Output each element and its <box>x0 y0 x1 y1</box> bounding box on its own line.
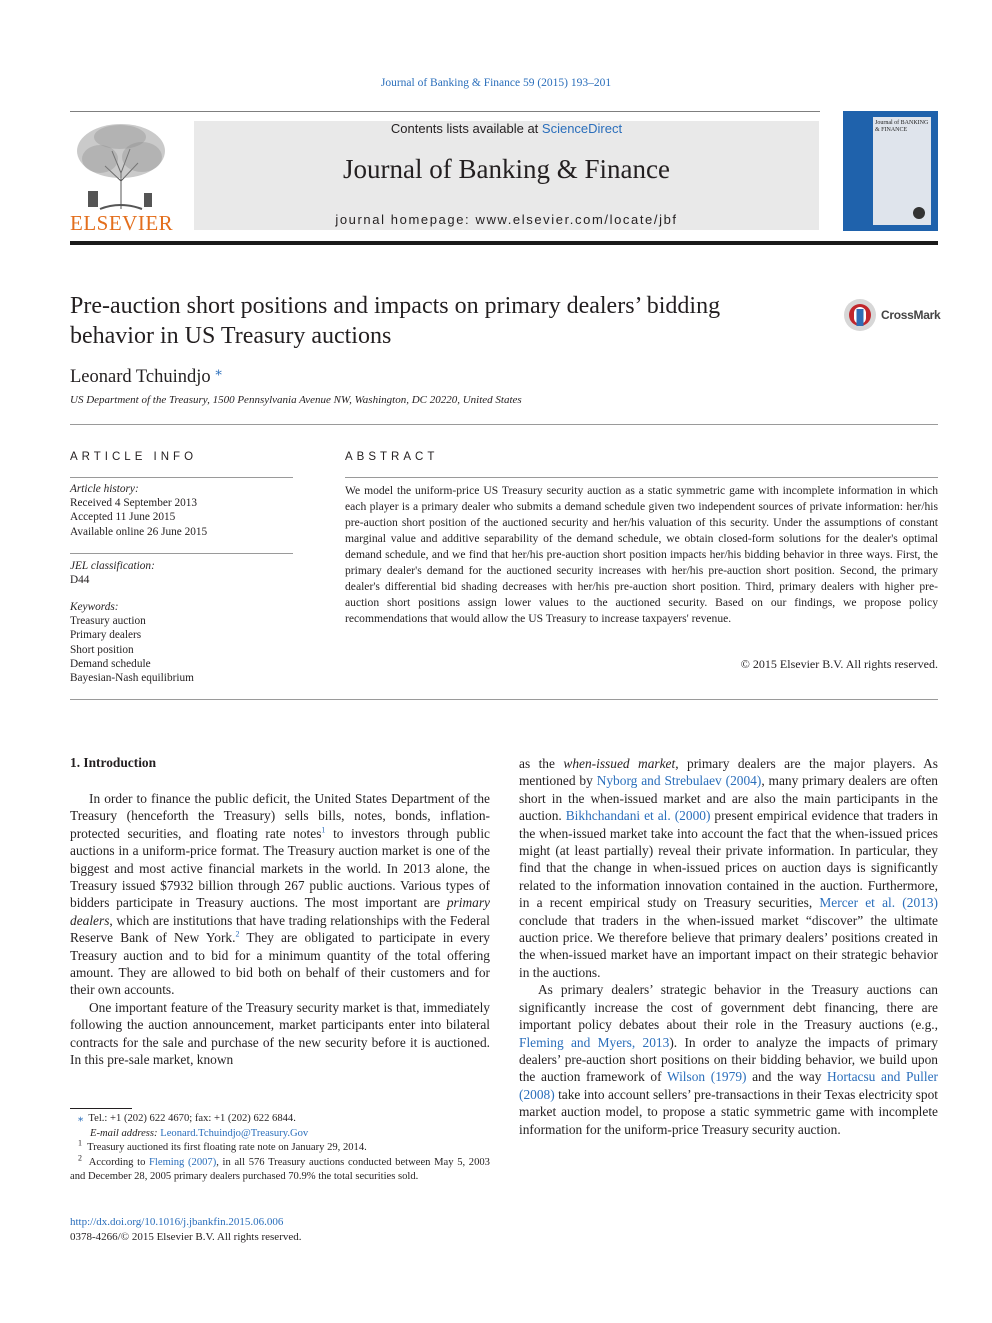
italic-term: primary dealers <box>70 895 490 928</box>
crossmark-label[interactable]: CrossMark <box>881 308 941 322</box>
abstract-heading: ABSTRACT <box>345 451 439 463</box>
text-run: , which are institutions that have trading relationships with the Federal Reserve Bank of New York. <box>70 912 490 946</box>
text-run: take into account sellers’ pre-transactions in their Texas electricity spot market auction model, to propose a static symmetric game with incomplete information for the uniform-price Treasury security auction. <box>519 1086 938 1137</box>
email-label: E-mail address: <box>90 1127 161 1139</box>
contents-prefix: Contents lists available at <box>390 121 542 136</box>
citation-link[interactable]: Fleming and Myers, 2013 <box>519 1034 670 1050</box>
journal-citation[interactable]: Journal of Banking & Finance 59 (2015) 193–201 <box>380 77 612 89</box>
citation-link[interactable]: Bikhchandani et al. (2000) <box>565 808 711 824</box>
history-rule <box>70 553 293 554</box>
email-link[interactable]: Leonard.Tchuindjo@Treasury.Gov <box>160 1127 309 1139</box>
text-run: , many primary dealers are often short in the when-issued market and are also the main participants in the auction. <box>519 773 938 824</box>
journal-title: Journal of Banking & Finance <box>343 154 670 184</box>
accepted-date: Accepted 11 June 2015 <box>70 511 176 524</box>
footnote-ref-2[interactable]: 2 <box>235 929 240 939</box>
footnote-email <box>70 1127 490 1142</box>
paragraph <box>519 981 938 1138</box>
author-footnote-mark[interactable]: ⁎ <box>215 363 222 378</box>
text-run: present empirical evidence that traders in the when-issued market take into account the fact that the when-issued prices might (at least partially) reveal their private information. In particular, they find that the change in when-issued prices on auction days is significantly related to the information innovation contained in the auction. Furthermore, in a recent empirical study on Treasury securities, <box>519 808 939 911</box>
text-run: As primary dealers’ strategic behavior in the Treasury auctions can significantly increase the cost of government debt financing, there are important policy debates about their role in the Treasury auctions (e.g., <box>519 982 938 1033</box>
citation-link[interactable]: Fleming (2007) <box>149 1156 217 1168</box>
article-history <box>70 482 293 539</box>
footnote-text: , in all 576 Treasury auctions conducted between May 5, 2003 and December 28, 2005 primary dealers purchased 70.9% the total securities sold. <box>70 1156 490 1182</box>
jel-label: JEL classification: <box>70 560 155 572</box>
text-run: and the way <box>746 1069 828 1085</box>
title-rule <box>70 424 938 425</box>
footnote-text: Treasury auctioned its first floating rate note on January 29, 2014. <box>87 1142 367 1153</box>
elsevier-tree-logo <box>70 121 172 211</box>
article-info-heading: ARTICLE INFO <box>70 451 198 463</box>
journal-cover-image <box>843 111 938 231</box>
history-label: Article history: <box>70 483 139 495</box>
footnote-contact <box>70 1112 490 1127</box>
paragraph <box>519 755 938 981</box>
text-run: as the <box>519 756 564 771</box>
article-info-rule <box>70 477 293 478</box>
online-date: Available online 26 June 2015 <box>70 525 208 538</box>
keyword: Demand schedule <box>70 657 151 670</box>
keywords-label: Keywords: <box>70 601 119 613</box>
text-run: conclude that traders in the when-issued market “discover” the ultimate auction price. We therefore believe that primary dealers’ positions created in the when-issued market have an important impact on their strategic behavior in the auctions. <box>519 912 938 980</box>
crossmark-icon[interactable] <box>843 298 877 332</box>
author-affiliation: US Department of the Treasury, 1500 Pennsylvania Avenue NW, Washington, DC 20220, United States <box>70 394 522 406</box>
keyword: Primary dealers <box>70 629 142 642</box>
section-heading: 1. Introduction <box>70 755 157 770</box>
citation-link[interactable]: Nyborg and Strebulaev (2004) <box>596 773 762 789</box>
journal-homepage[interactable]: journal homepage: www.elsevier.com/locate/jbf <box>335 212 678 227</box>
author-name-text: Leonard Tchuindjo <box>70 367 211 388</box>
abstract-rule <box>345 477 938 478</box>
italic-term: when-issued market <box>563 756 676 771</box>
cover-seal-icon <box>913 207 925 219</box>
citation-link[interactable]: Mercer et al. (2013) <box>819 895 939 911</box>
abstract-bottom-rule <box>70 699 938 700</box>
body-right-column <box>519 755 938 1138</box>
footnote-2 <box>70 1152 490 1185</box>
text-run: ). In order to analyze the impacts of primary dealers’ pre-auction short positions on their bidding behavior, we build upon the auction framework of <box>519 1034 939 1085</box>
text-run: They are obligated to participate in every Treasury auction and to bid for a minimum quantity of the total offering amount. They are allowed to bid both on behalf of their customers and for their own accounts. <box>70 930 490 998</box>
keyword: Short position <box>70 643 134 656</box>
footnote-ref-1[interactable]: 1 <box>321 825 326 835</box>
footnote-rule <box>70 1108 132 1109</box>
text-run: , primary dealers are the major players. As mentioned by <box>519 756 939 789</box>
jel-classification <box>70 559 293 587</box>
article-title: Pre-auction short positions and impacts on primary dealers’ bidding behavior in US Treasury auctions <box>70 293 721 349</box>
citation-link[interactable]: Wilson (1979) <box>666 1069 747 1085</box>
jel-code: D44 <box>70 574 90 587</box>
footnote-mark: 1 <box>78 1138 82 1148</box>
paragraph: One important feature of the Treasury security market is that, immediately following the auction announcement, market participants enter into bilateral contracts for the sale and purchase of the new security before it is auctioned. In this pre-sale market, known <box>70 999 490 1068</box>
footnote-text: According to <box>88 1156 150 1168</box>
paragraph <box>70 790 490 999</box>
header-rule <box>70 111 820 112</box>
cover-title: Journal of BANKING & FINANCE <box>875 120 929 133</box>
received-date: Received 4 September 2013 <box>70 497 198 510</box>
elsevier-wordmark: ELSEVIER <box>70 211 174 235</box>
keywords <box>70 600 293 685</box>
contents-line <box>194 121 819 136</box>
header-thick-rule <box>70 241 938 245</box>
footnotes <box>70 1112 490 1185</box>
keyword: Treasury auction <box>70 615 146 628</box>
doi-link[interactable]: http://dx.doi.org/10.1016/j.jbankfin.2015.06.006 <box>70 1216 284 1228</box>
footnote-mark: 2 <box>78 1152 82 1162</box>
text-run: In order to finance the public deficit, the United States Department of the Treasury (henceforth the Treasury) sells bills, notes, bonds, inflation-protected securities, and floating rate notes <box>70 791 490 841</box>
citation-link[interactable]: Hortacsu and Puller (2008) <box>519 1069 938 1102</box>
contact-phone: Tel.: +1 (202) 622 4670; fax: +1 (202) 622 6844. <box>88 1113 296 1124</box>
abstract-copyright: © 2015 Elsevier B.V. All rights reserved. <box>740 657 938 671</box>
body-left-column <box>70 790 490 1069</box>
issn-copyright: 0378-4266/© 2015 Elsevier B.V. All rights reserved. <box>70 1231 302 1243</box>
footnote-1 <box>70 1138 490 1156</box>
abstract-text: We model the uniform-price US Treasury security auction as a static symmetric game with incomplete information in which each player is a primary dealer who submits a demand schedule given two independent sources of private information: her/his pre-auction short position of the auctioned security and her/his valuation of this security. Under the assumptions of constant marginal value and additive separability of the demand schedule, we obtain closed-form solutions for the dealer's optimal demand schedule, and we find that her/his pre-auction short position impacts her/his bidding behavior in three ways. First, the primary dealer's demand for the auctioned security increases with her/his pre-auction short position. Second, the primary dealer's differential bid shading decreases with her/his pre-auction short position. Third, primary dealers with higher pre-auction short positions assign lower values to the auctioned security. Based on our findings, we propose policy recommendations that would allow the US Treasury to increase taxpayers' revenue. <box>345 484 938 625</box>
footnote-star: ⁎ <box>78 1113 84 1124</box>
keyword: Bayesian-Nash equilibrium <box>70 672 194 685</box>
text-run: to investors through public auctions in a uniform-price format. The Treasury auction market is one of the biggest and most active financial markets in the world. In 2013 alone, the Treasury issued $7932 billion through 267 public auctions. Various types of bidders participate in Treasury auctions. The most important are <box>70 825 490 911</box>
author-name <box>70 363 222 388</box>
sciencedirect-link[interactable]: ScienceDirect <box>541 121 623 136</box>
